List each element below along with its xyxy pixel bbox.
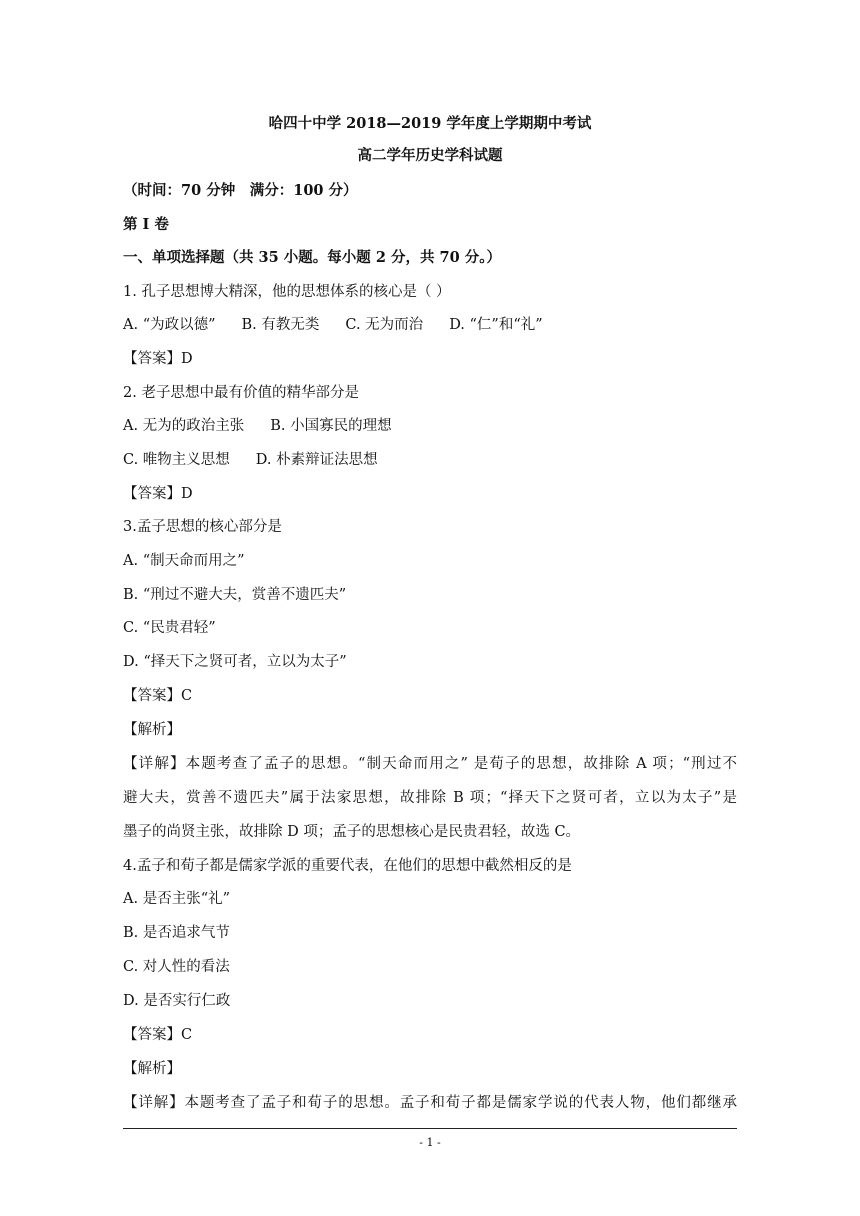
question-3-detail-line-2: 避大夫，赏善不遗匹夫”属于法家思想，故排除 B 项；“择天下之贤可者，立以为太子”是	[123, 790, 737, 806]
question-2-option-b: B. 小国寡民的理想	[270, 418, 392, 434]
question-3-option-d: D. “择天下之贤可者，立以为太子”	[123, 654, 347, 670]
question-2-options-row-2	[123, 450, 737, 470]
question-3-analysis-label: 【解析】	[123, 722, 181, 738]
question-1-answer: 【答案】D	[123, 351, 193, 367]
question-3-detail-line-3: 墨子的尚贤主张，故排除 D 项；孟子的思想核心是民贵君轻，故选 C。	[123, 824, 581, 840]
question-3-option-b: B. “刑过不避大夫，赏善不遗匹夫”	[123, 587, 347, 603]
question-1-option-c: C. 无为而治	[345, 317, 424, 333]
question-4-option-a: A. 是否主张“礼”	[123, 891, 231, 907]
question-2-option-d: D. 朴素辩证法思想	[255, 452, 378, 468]
question-2-option-a: A. 无为的政治主张	[123, 418, 245, 434]
footer-rule	[123, 1128, 737, 1129]
question-3-option-c: C. “民贵君轻”	[123, 620, 216, 636]
question-1-option-a: A. “为政以德”	[123, 317, 216, 333]
question-1-option-d: D. “仁”和“礼”	[449, 317, 543, 333]
question-1-options	[123, 315, 737, 335]
exam-info: （时间：70 分钟 满分：100 分）	[123, 182, 358, 199]
question-3-stem: 3.孟子思想的核心部分是	[123, 519, 282, 535]
exam-title: 哈四十中学 2018—2019 学年度上学期期中考试	[268, 115, 592, 132]
question-4-answer: 【答案】C	[123, 1027, 193, 1043]
question-4-option-c: C. 对人性的看法	[123, 959, 230, 975]
question-2-options-row-1	[123, 416, 737, 436]
section-heading: 一、单项选择题（共 35 小题。每小题 2 分，共 70 分。）	[123, 249, 501, 266]
question-4-option-d: D. 是否实行仁政	[123, 993, 231, 1009]
question-1-stem: 1. 孔子思想博大精深，他的思想体系的核心是（ ）	[123, 284, 451, 300]
question-4-option-b: B. 是否追求气节	[123, 925, 230, 941]
question-2-option-c: C. 唯物主义思想	[123, 452, 230, 468]
question-2-answer: 【答案】D	[123, 486, 193, 502]
page-number: - 1 -	[419, 1136, 441, 1149]
question-4-stem: 4.孟子和荀子都是儒家学派的重要代表，在他们的思想中截然相反的是	[123, 858, 572, 874]
question-4-analysis-label: 【解析】	[123, 1061, 181, 1077]
question-2-stem: 2. 老子思想中最有价值的精华部分是	[123, 385, 359, 401]
exam-subtitle: 高二学年历史学科试题	[357, 147, 503, 164]
question-3-answer: 【答案】C	[123, 688, 193, 704]
volume-label: 第 I 卷	[123, 216, 169, 233]
question-4-detail-line-1: 【详解】本题考查了孟子和荀子的思想。孟子和荀子都是儒家学说的代表人物，他们都继承	[123, 1095, 737, 1111]
question-3-option-a: A. “制天命而用之”	[123, 553, 245, 569]
question-3-detail-line-1: 【详解】本题考查了孟子的思想。“制天命而用之” 是荀子的思想，故排除 A 项；“刑过不	[123, 756, 737, 772]
question-1-option-b: B. 有教无类	[241, 317, 320, 333]
